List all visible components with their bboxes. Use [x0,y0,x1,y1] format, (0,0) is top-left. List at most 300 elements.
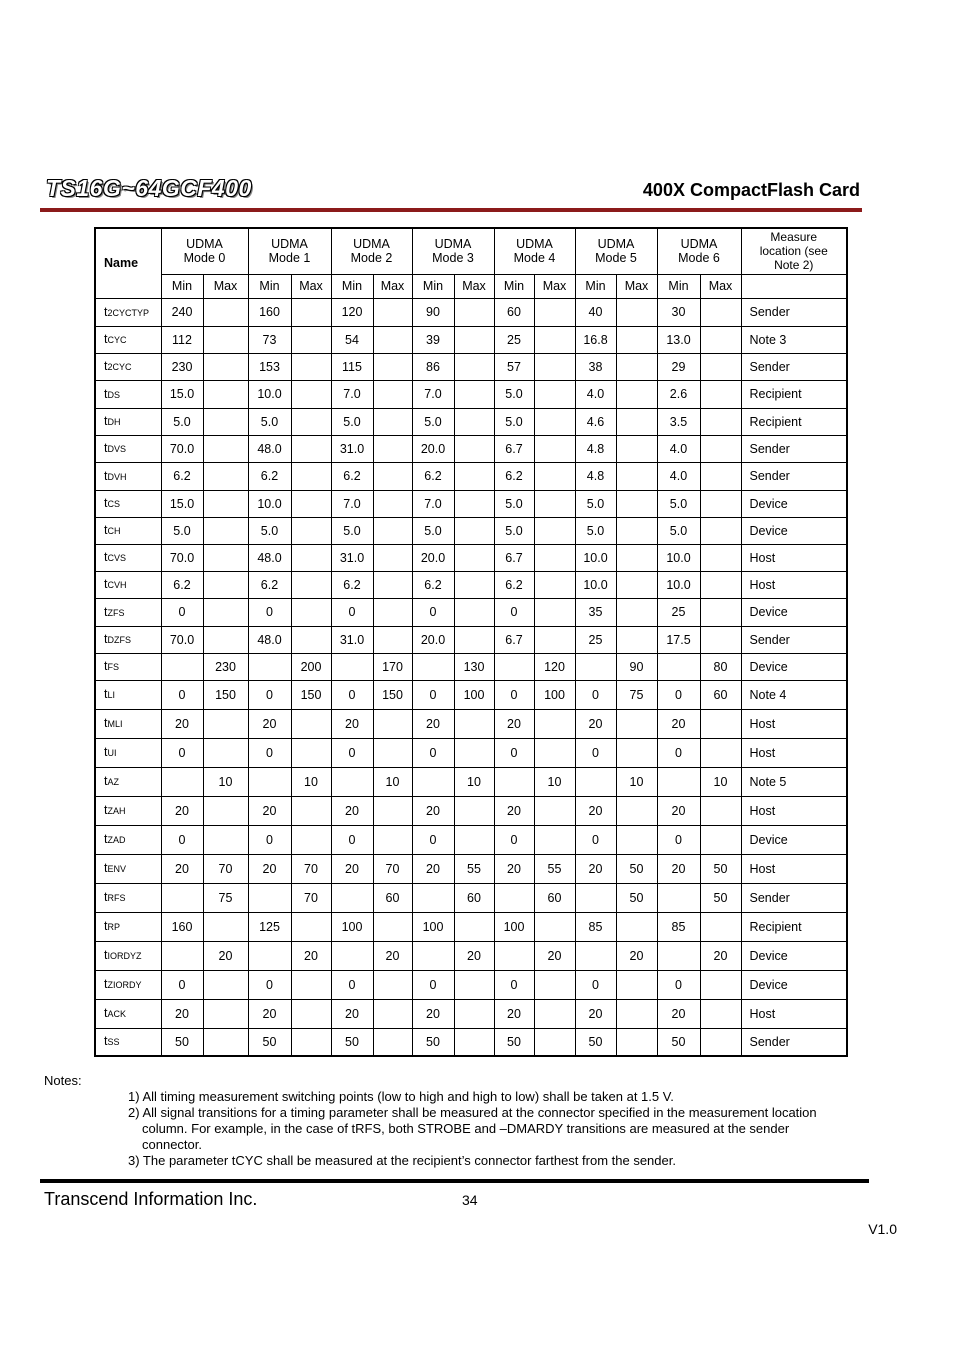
max-value: 50 [700,883,741,912]
mode-header: UDMA Mode 3 [412,228,494,274]
note-3: 3) The parameter tCYC shall be measured at the recipient’s connector farthest from the sender. [128,1153,676,1168]
min-value: 20 [412,854,454,883]
min-value: 0 [494,970,534,999]
min-value: 54 [331,326,373,353]
max-value [616,571,657,598]
max-value: 20 [454,941,494,970]
max-value [203,912,248,941]
min-value: 20 [494,796,534,825]
min-value: 25 [494,326,534,353]
parameter-name [95,825,161,854]
max-value [291,326,331,353]
company-name: Transcend Information Inc. [44,1189,258,1209]
measure-location-header: Measure location (see Note 2) [741,228,847,274]
min-value: 35 [575,598,616,626]
min-value [248,767,291,796]
min-value: 3.5 [657,408,700,435]
min-value: 40 [575,298,616,326]
max-header: Max [203,274,248,298]
min-value [657,941,700,970]
max-value [203,626,248,653]
measure-location: Host [741,796,847,825]
measure-location: Device [741,653,847,680]
min-value: 25 [575,626,616,653]
max-value [454,326,494,353]
min-value: 4.8 [575,462,616,490]
max-value [454,738,494,767]
parameter-base: t [104,861,108,875]
parameter-base: t [104,523,108,537]
parameter-subscript: IORDYZ [107,951,142,961]
min-value: 6.2 [248,462,291,490]
min-value: 5.0 [248,408,291,435]
mode-header: UDMA Mode 0 [161,228,248,274]
min-value: 5.0 [412,408,454,435]
min-value: 5.0 [575,517,616,544]
measure-location: Device [741,941,847,970]
max-value: 10 [454,767,494,796]
min-value: 100 [412,912,454,941]
max-value [534,626,575,653]
parameter-subscript: CYC [107,335,127,345]
max-value [203,326,248,353]
max-value: 150 [373,680,412,709]
parameter-subscript: CH [107,526,121,536]
max-value [373,571,412,598]
min-value: 31.0 [331,626,373,653]
max-value [616,408,657,435]
max-value: 70 [203,854,248,883]
max-value: 55 [454,854,494,883]
parameter-base: t [104,687,108,701]
table-row [95,626,847,653]
max-value [616,298,657,326]
parameter-name [95,653,161,680]
measure-location: Sender [741,435,847,462]
max-value [291,999,331,1028]
max-value: 55 [534,854,575,883]
note-2: 2) All signal transitions for a timing parameter shall be measured at the connector specified in the measurement location [128,1105,817,1120]
max-header: Max [616,274,657,298]
table-row [95,970,847,999]
parameter-name [95,353,161,380]
note-2-continued: column. For example, in the case of tRFS, both STROBE and –DMARDY transitions are measured at the sender [142,1121,790,1136]
max-value: 60 [700,680,741,709]
min-value: 7.0 [412,490,454,517]
max-value [700,796,741,825]
table-row [95,353,847,380]
max-value [291,298,331,326]
min-value: 6.2 [494,462,534,490]
min-value: 5.0 [331,517,373,544]
max-value [454,544,494,571]
max-value [700,571,741,598]
parameter-name [95,462,161,490]
max-value [454,298,494,326]
min-value: 125 [248,912,291,941]
min-value: 50 [657,1028,700,1056]
min-value: 20 [248,796,291,825]
max-value [203,796,248,825]
max-value [454,408,494,435]
max-value [454,598,494,626]
max-value: 150 [203,680,248,709]
min-value: 6.2 [412,462,454,490]
min-value: 5.0 [494,380,534,408]
min-value: 20 [248,709,291,738]
parameter-base: t [104,919,108,933]
max-value [616,598,657,626]
measure-location: Host [741,571,847,598]
version-label: V1.0 [868,1221,897,1237]
max-value [616,825,657,854]
measure-location: Note 3 [741,326,847,353]
max-value [373,435,412,462]
min-value: 86 [412,353,454,380]
min-value: 13.0 [657,326,700,353]
table-row [95,767,847,796]
min-value [412,653,454,680]
max-value [534,380,575,408]
max-value [203,298,248,326]
max-value [616,462,657,490]
min-value: 0 [412,825,454,854]
measure-location: Sender [741,298,847,326]
max-value [616,1028,657,1056]
min-header: Min [412,274,454,298]
min-value [248,941,291,970]
max-value [291,1028,331,1056]
min-value: 0 [575,825,616,854]
max-value [291,912,331,941]
min-value: 115 [331,353,373,380]
max-value [454,462,494,490]
min-value: 6.2 [161,571,203,598]
min-value: 0 [657,680,700,709]
document-subtitle: 400X CompactFlash Card [642,180,860,200]
min-value: 0 [494,598,534,626]
table-row [95,738,847,767]
min-value [575,941,616,970]
max-value [534,353,575,380]
max-value [700,912,741,941]
min-value: 0 [331,598,373,626]
min-value: 0 [161,825,203,854]
max-value [454,825,494,854]
parameter-subscript: 2CYC [107,362,132,372]
min-value [331,883,373,912]
min-value: 2.6 [657,380,700,408]
min-value: 0 [494,680,534,709]
max-value [373,598,412,626]
min-value: 31.0 [331,544,373,571]
max-value [203,738,248,767]
max-value [700,709,741,738]
min-value: 230 [161,353,203,380]
parameter-base: t [104,359,108,373]
max-value [454,626,494,653]
measure-location: Host [741,544,847,571]
min-value: 10.0 [575,544,616,571]
min-value: 0 [412,738,454,767]
min-value: 73 [248,326,291,353]
max-value [616,435,657,462]
max-value [454,912,494,941]
max-value: 60 [373,883,412,912]
notes-label: Notes: [44,1073,82,1088]
measure-location: Recipient [741,380,847,408]
min-value: 90 [412,298,454,326]
max-value [291,544,331,571]
min-value: 4.0 [575,380,616,408]
max-value [616,796,657,825]
min-value: 70.0 [161,626,203,653]
min-value: 39 [412,326,454,353]
min-value: 48.0 [248,544,291,571]
measure-location: Sender [741,353,847,380]
min-value: 0 [248,825,291,854]
max-value: 70 [291,854,331,883]
max-value: 20 [700,941,741,970]
max-value [616,380,657,408]
max-value [291,571,331,598]
min-value: 160 [161,912,203,941]
parameter-base: t [104,1034,108,1049]
min-value: 0 [494,825,534,854]
max-value [203,435,248,462]
min-value: 0 [575,738,616,767]
parameter-base: t [104,832,108,846]
min-value: 0 [412,598,454,626]
mode-header: UDMA Mode 2 [331,228,412,274]
max-value: 20 [616,941,657,970]
max-value [534,435,575,462]
min-value: 6.2 [161,462,203,490]
parameter-base: t [104,441,108,455]
min-value: 17.5 [657,626,700,653]
min-header: Min [331,274,373,298]
min-value: 20 [331,999,373,1028]
min-value [575,653,616,680]
max-value: 70 [291,883,331,912]
max-value [291,626,331,653]
parameter-subscript: RP [107,922,120,932]
min-value: 4.0 [657,462,700,490]
document-title: TS16G~64GCF400 [46,175,252,201]
min-value: 20 [494,709,534,738]
max-value [291,353,331,380]
min-value: 5.0 [161,517,203,544]
min-value: 7.0 [331,380,373,408]
max-value [700,999,741,1028]
parameter-subscript: UI [107,748,117,758]
parameter-base: t [104,468,108,483]
min-value: 0 [657,970,700,999]
min-value: 29 [657,353,700,380]
max-value [616,353,657,380]
max-value [534,999,575,1028]
max-value [700,517,741,544]
min-value: 20 [657,854,700,883]
min-value: 112 [161,326,203,353]
measure-location: Device [741,490,847,517]
min-value [412,941,454,970]
measure-location: Device [741,825,847,854]
min-value: 5.0 [161,408,203,435]
max-header: Max [373,274,412,298]
max-value [454,796,494,825]
min-value: 6.2 [412,571,454,598]
min-value: 5.0 [494,517,534,544]
parameter-base: t [104,890,108,904]
min-value: 6.7 [494,435,534,462]
min-value: 10.0 [657,571,700,598]
measure-location: Device [741,517,847,544]
min-value: 20 [575,709,616,738]
udma-timing-table [94,227,848,1057]
min-value [575,767,616,796]
parameter-base: t [104,774,108,788]
measure-location: Sender [741,1028,847,1056]
max-value [616,626,657,653]
max-value [534,517,575,544]
min-value: 20 [331,796,373,825]
max-header: Max [534,274,575,298]
max-value [373,999,412,1028]
max-header: Max [700,274,741,298]
max-value [203,462,248,490]
min-value: 0 [331,738,373,767]
max-value: 10 [373,767,412,796]
parameter-subscript: ZIORDY [107,980,142,990]
min-value: 10.0 [248,490,291,517]
max-value [616,326,657,353]
min-value: 0 [161,598,203,626]
measure-location: Note 5 [741,767,847,796]
min-value: 5.0 [248,517,291,544]
table-row [95,653,847,680]
min-value: 20 [494,854,534,883]
table-row [95,1028,847,1056]
table-row [95,571,847,598]
min-header: Min [248,274,291,298]
max-value: 100 [454,680,494,709]
max-value: 60 [534,883,575,912]
max-value [291,517,331,544]
table-header-row [95,228,847,274]
max-value: 20 [373,941,412,970]
max-value [203,709,248,738]
max-value [700,626,741,653]
max-value [203,353,248,380]
max-value [700,544,741,571]
min-value: 10.0 [248,380,291,408]
max-value: 130 [454,653,494,680]
min-value: 20.0 [412,544,454,571]
min-value: 31.0 [331,435,373,462]
max-value [373,517,412,544]
max-value [534,970,575,999]
parameter-subscript: DVH [107,471,127,482]
max-value [203,970,248,999]
min-value [494,767,534,796]
min-value: 57 [494,353,534,380]
max-value [373,462,412,490]
max-value [291,709,331,738]
max-value [534,796,575,825]
min-value: 10.0 [575,571,616,598]
min-value: 15.0 [161,490,203,517]
max-value: 80 [700,653,741,680]
max-value [291,825,331,854]
max-value [534,571,575,598]
max-header: Max [454,274,494,298]
max-value [534,298,575,326]
max-value [373,353,412,380]
parameter-base: t [104,386,108,401]
min-value: 16.8 [575,326,616,353]
max-value [700,970,741,999]
min-value: 20 [248,999,291,1028]
parameter-name [95,380,161,408]
parameter-name [95,435,161,462]
max-value [700,490,741,517]
max-value [203,1028,248,1056]
table-row [95,598,847,626]
max-value [203,408,248,435]
min-value [331,941,373,970]
max-value [454,490,494,517]
table-row [95,517,847,544]
parameter-name [95,738,161,767]
max-value [291,462,331,490]
parameter-subscript: DZFS [107,635,131,645]
min-value: 100 [494,912,534,941]
min-value [657,653,700,680]
min-value [161,653,203,680]
min-value [494,883,534,912]
table-row [95,796,847,825]
min-value: 0 [248,680,291,709]
max-value [616,490,657,517]
table-row [95,298,847,326]
parameter-base: t [104,716,108,730]
max-value [700,738,741,767]
min-value: 4.6 [575,408,616,435]
min-value: 0 [248,598,291,626]
parameter-name [95,912,161,941]
parameter-name [95,709,161,738]
table-row [95,490,847,517]
min-value: 6.2 [331,571,373,598]
parameter-base: t [104,332,108,346]
max-value [454,709,494,738]
max-value: 70 [373,854,412,883]
max-value [291,380,331,408]
min-value [412,883,454,912]
parameter-base: t [104,745,108,759]
parameter-base: t [104,604,108,619]
min-value: 20 [494,999,534,1028]
max-value [454,1028,494,1056]
parameter-name [95,517,161,544]
parameter-base: t [104,803,108,817]
min-value: 20 [575,999,616,1028]
measure-location: Host [741,854,847,883]
min-value: 48.0 [248,435,291,462]
parameter-name [95,490,161,517]
max-value [454,517,494,544]
